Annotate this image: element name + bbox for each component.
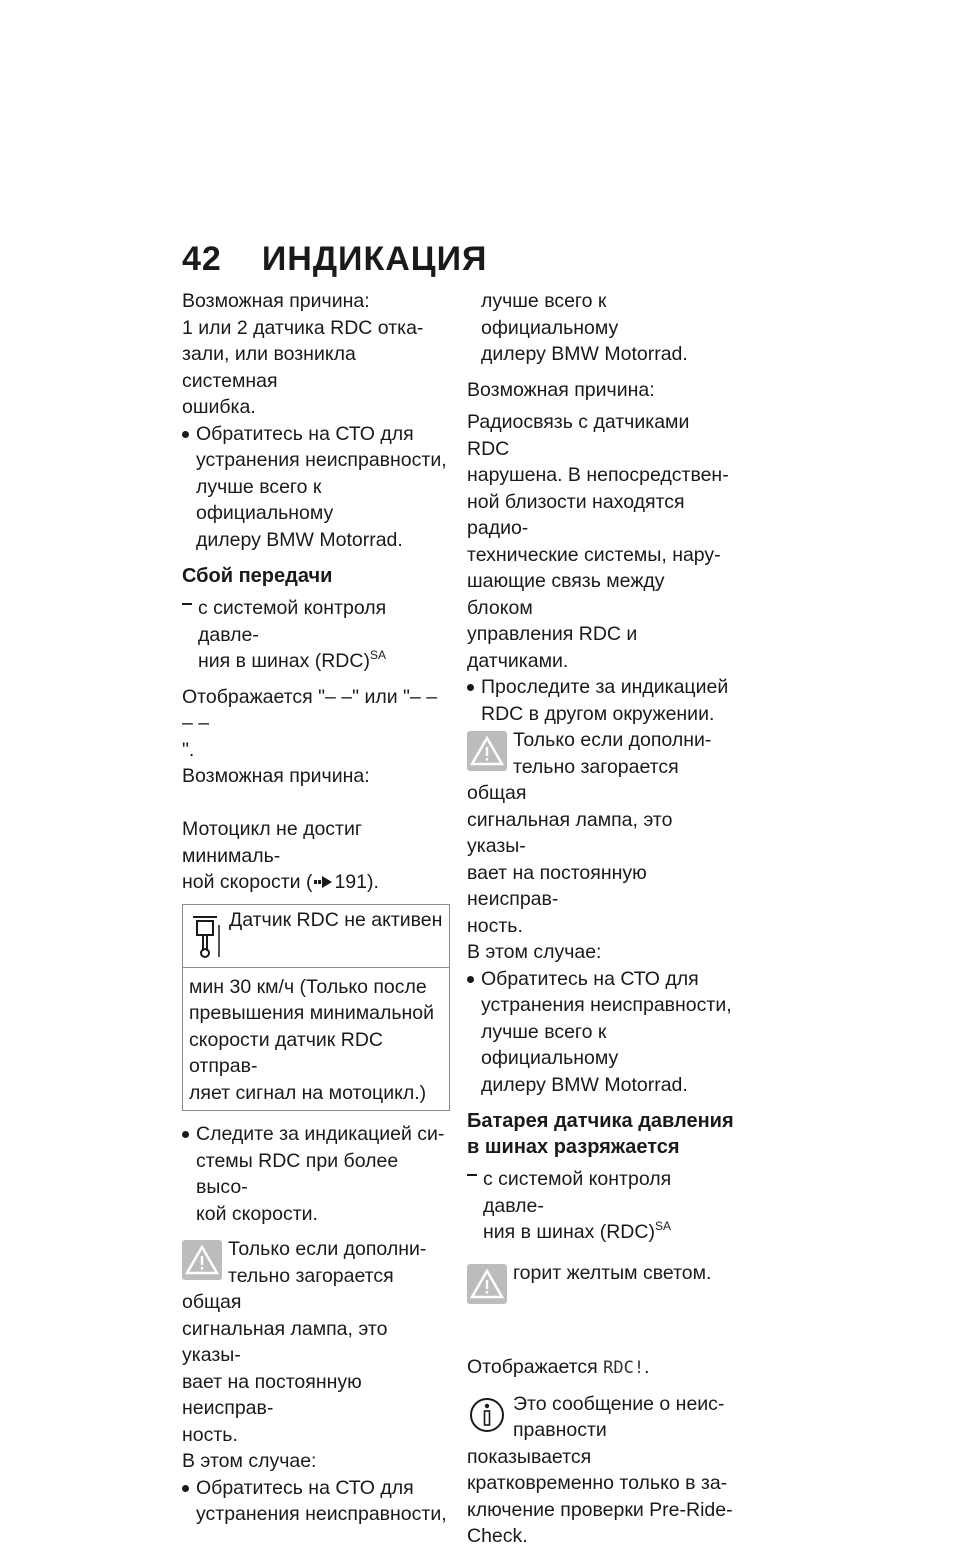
- warning-note: [182, 1236, 450, 1448]
- rdc-code: RDC!: [603, 1358, 645, 1378]
- dash-text: с системой контроля давле- ния в шинах (RDC): [198, 597, 387, 672]
- bullet-item: Следите за индикацией си- стемы RDC при более высо- кой скорости.: [182, 1121, 450, 1227]
- bullet-item: Обратитесь на СТО для устранения неисправности, лучше всего к официальному дилеру BMW Motorrad.: [182, 421, 450, 554]
- warning-triangle-icon: [467, 731, 507, 771]
- bullet-item: Обратитесь на СТО для устранения неисправности, лучше всего к официальному дилеру BMW Motorrad.: [467, 966, 735, 1099]
- table-body: мин 30 км/ч (Только после превышения минимальной скорости датчик RDC отправ- ляет сигнал на мотоцикл.): [189, 975, 435, 1104]
- sa-superscript: SA: [654, 1219, 671, 1233]
- possible-cause-text: Радиосвязь с датчиками RDC нарушена. В непосредствен- ной близости находятся радио- технические системы, нару- шающие связь между блоком управления RDC и датчиками.: [467, 411, 729, 672]
- bullet-item: Обратитесь на СТО для устранения неисправности,: [182, 1475, 450, 1528]
- dash-text: с системой контроля давле- ния в шинах (RDC): [483, 1168, 672, 1243]
- in-this-case-label: В этом случае:: [182, 1450, 317, 1472]
- sensor-inactive-label: Датчик RDC не активен: [229, 908, 443, 931]
- page-number: 42: [182, 240, 222, 278]
- possible-cause-label: Возможная причина:: [182, 765, 370, 787]
- possible-cause-label: Возможная причина:: [182, 290, 370, 312]
- bullet-item: Проследите за индикацией RDC в другом окружении.: [467, 674, 735, 727]
- possible-cause-label: Возможная причина:: [467, 378, 655, 401]
- warning-note: [467, 727, 735, 939]
- warning-text: горит желтым светом.: [513, 1261, 712, 1284]
- page-reference[interactable]: 191: [334, 871, 367, 893]
- sa-superscript: SA: [369, 648, 386, 662]
- display-text: Отображается RDC!.: [467, 1356, 650, 1378]
- left-column: [182, 288, 450, 1537]
- possible-cause-text: Мотоцикл не достиг минималь- ной скорости ( 191).: [182, 818, 379, 893]
- warning-text: Только если дополни- тельно загорается общая сигнальная лампа, это указы- вает на постоянную неисправ- ность.: [467, 729, 712, 937]
- tire-sensor-icon: [191, 913, 221, 959]
- section-heading-transmission-failure: Сбой передачи: [182, 565, 333, 587]
- info-text: Это сообщение о неис- правности показывается кратковременно только в за- ключение проверки Pre-Ride- Check.: [467, 1392, 733, 1547]
- section-heading-battery-low: Батарея датчика давления в шинах разряжается: [467, 1110, 734, 1158]
- warning-triangle-icon: [182, 1240, 222, 1280]
- cause-text: Мотоцикл не достиг минималь- ной скорости (: [182, 818, 362, 893]
- info-table: [182, 904, 450, 1112]
- in-this-case-label: В этом случае:: [467, 941, 602, 963]
- dash-item: [467, 1166, 735, 1246]
- page-reference-arrow-icon: [314, 876, 332, 888]
- info-note: [467, 1391, 735, 1550]
- dash-item: [182, 595, 450, 675]
- warning-note: [467, 1260, 735, 1314]
- warning-triangle-icon: [467, 1264, 507, 1304]
- possible-cause-text: 1 или 2 датчика RDC отка- зали, или возникла системная ошибка.: [182, 316, 424, 418]
- display-text: Отображается "– –" или "– – – – ".: [182, 685, 438, 761]
- page-header: [182, 240, 488, 279]
- bullet-continuation: лучше всего к официальному дилеру BMW Motorrad.: [481, 290, 688, 365]
- right-column: [467, 288, 735, 1550]
- page-title: ИНДИКАЦИЯ: [261, 240, 488, 278]
- warning-text: Только если дополни- тельно загорается общая сигнальная лампа, это указы- вает на постоянную неисправ- ность.: [182, 1238, 427, 1446]
- table-header-row: [183, 905, 449, 968]
- info-icon: [467, 1393, 507, 1441]
